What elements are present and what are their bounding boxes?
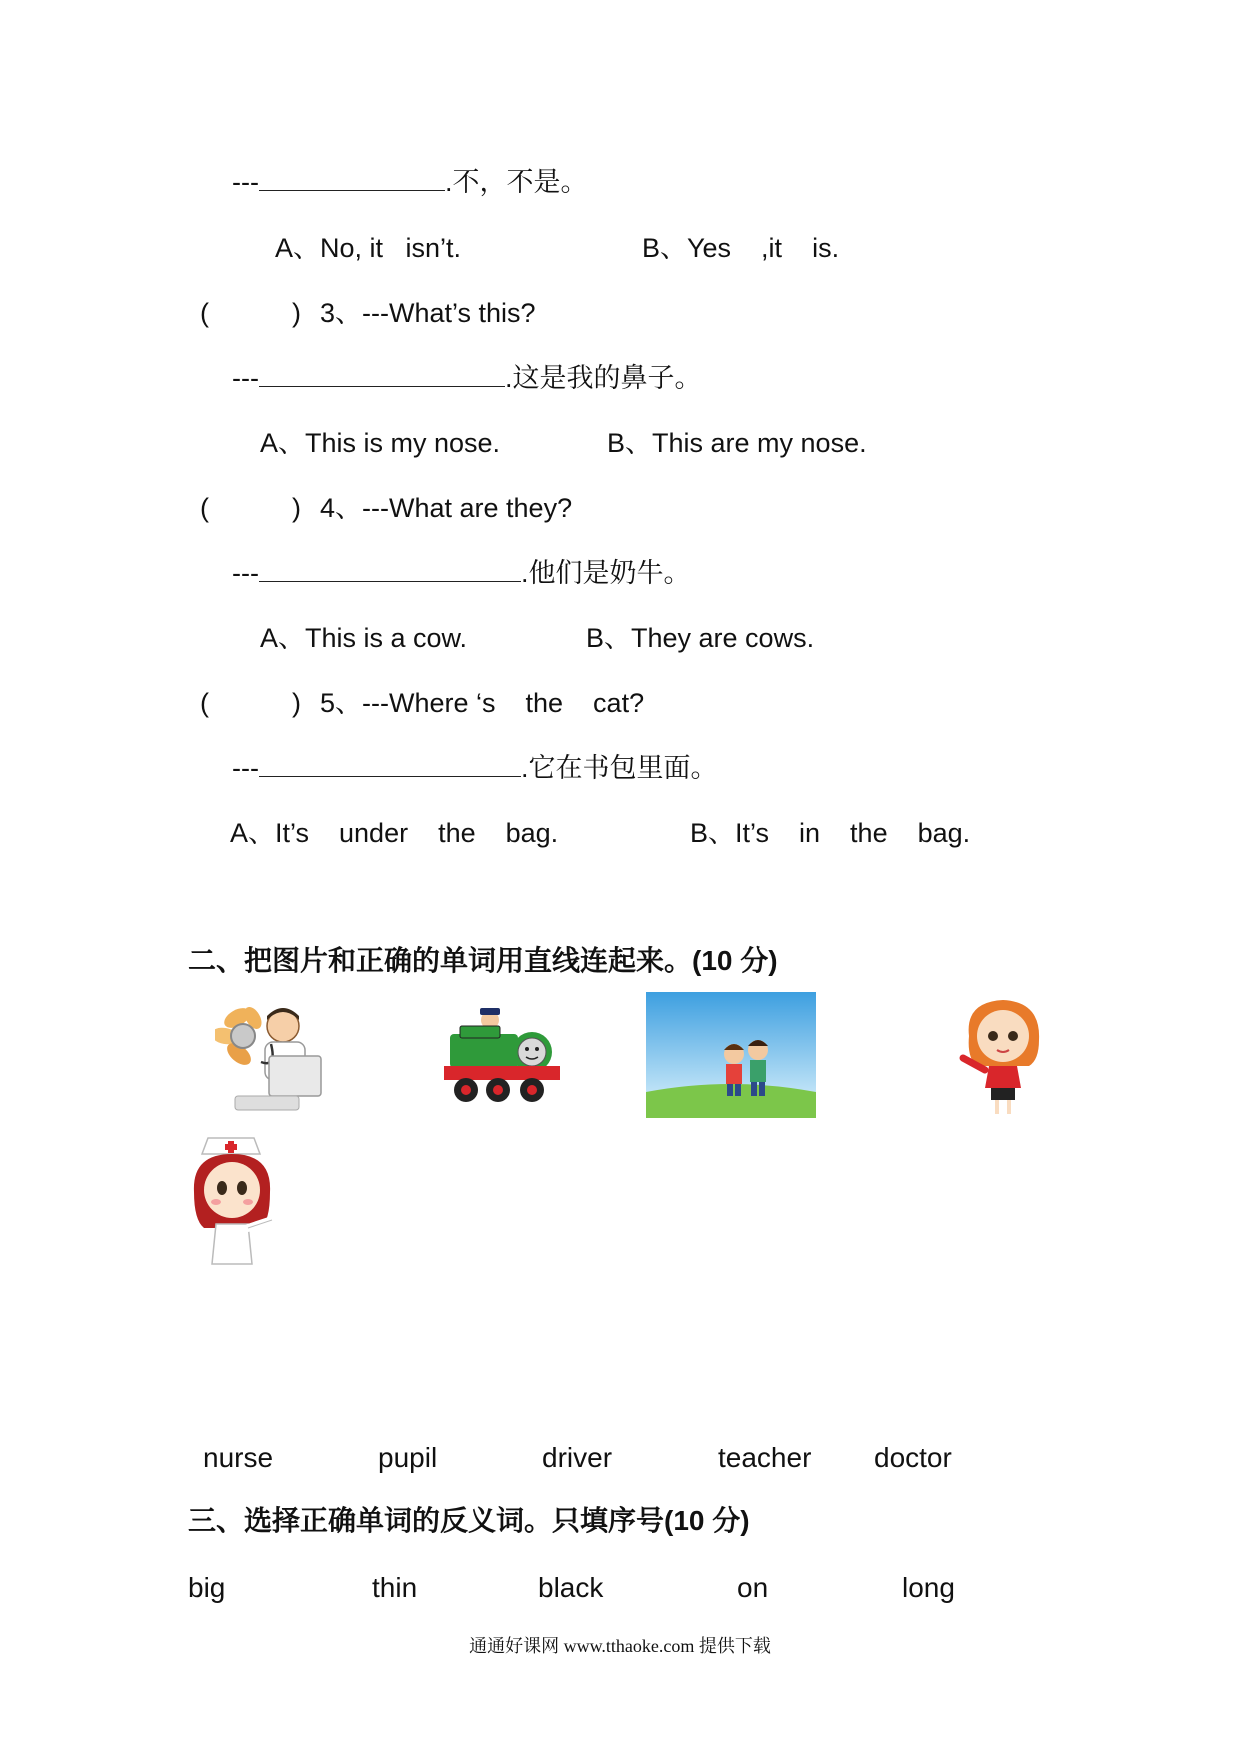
q3-answer-blank[interactable] bbox=[259, 364, 505, 387]
q5-option-b: B、It’s in the bag. bbox=[690, 818, 971, 848]
section3-word-big: big bbox=[188, 1572, 226, 1603]
q4-option-b: B、They are cows. bbox=[586, 623, 815, 653]
q4-question: 4、---What are they? bbox=[320, 493, 573, 523]
q4-option-a: A、This is a cow. bbox=[260, 623, 468, 653]
page-footer: 通通好课网 www.tthaoke.com 提供下载 bbox=[469, 1636, 771, 1656]
q3-question: 3、---What’s this? bbox=[320, 298, 536, 328]
q4-answer-cn: .他们是奶牛。 bbox=[520, 558, 691, 588]
q5-answer-box[interactable] bbox=[214, 690, 284, 712]
q5-paren-open: ( bbox=[200, 688, 209, 718]
train-driver-picture bbox=[440, 1006, 564, 1114]
q4-answer-line bbox=[232, 557, 691, 589]
q3-paren-close: ) bbox=[292, 298, 301, 328]
pupils-picture bbox=[646, 992, 816, 1118]
q5-answer-cn: .它在书包里面。 bbox=[520, 753, 718, 783]
q3-answer-box[interactable] bbox=[214, 300, 284, 322]
q4-paren-close: ) bbox=[292, 493, 301, 523]
section3-word-black: black bbox=[538, 1572, 604, 1603]
q3-answer-line bbox=[232, 362, 702, 394]
section3-word-long: long bbox=[902, 1572, 955, 1603]
section3-word-thin: thin bbox=[372, 1572, 418, 1603]
teacher-picture bbox=[955, 996, 1051, 1118]
q4-answer-box[interactable] bbox=[214, 495, 284, 517]
q3-prefix: --- bbox=[232, 363, 259, 393]
section3-heading: 三、选择正确单词的反义词。只填序号(10 分) bbox=[188, 1505, 750, 1536]
q5-option-a: A、It’s under the bag. bbox=[230, 818, 559, 848]
section2-word-teacher[interactable]: teacher bbox=[718, 1442, 812, 1473]
section2-word-doctor[interactable]: doctor bbox=[874, 1442, 952, 1473]
q2-option-b: B、Yes ,it is. bbox=[642, 233, 840, 263]
section2-word-driver[interactable]: driver bbox=[542, 1442, 613, 1473]
flower-icon bbox=[215, 1004, 265, 1069]
nurse-picture bbox=[188, 1132, 284, 1266]
section2-heading: 二、把图片和正确的单词用直线连起来。(10 分) bbox=[188, 945, 778, 976]
q4-answer-blank[interactable] bbox=[259, 559, 521, 582]
q2-answer-blank[interactable] bbox=[259, 168, 445, 191]
doctor-picture bbox=[215, 996, 327, 1118]
q3-paren-open: ( bbox=[200, 298, 209, 328]
q3-option-b: B、This are my nose. bbox=[607, 428, 867, 458]
section2-word-nurse[interactable]: nurse bbox=[203, 1442, 274, 1473]
q2-answer-line bbox=[232, 166, 588, 198]
section2-word-pupil[interactable]: pupil bbox=[378, 1442, 438, 1473]
q3-answer-cn: .这是我的鼻子。 bbox=[504, 363, 702, 393]
q5-question: 5、---Where ‘s the cat? bbox=[320, 688, 645, 718]
q2-option-a: A、No, it isn’t. bbox=[275, 233, 462, 263]
q5-paren-close: ) bbox=[292, 688, 301, 718]
q2-prefix: --- bbox=[232, 167, 259, 197]
section3-word-on: on bbox=[737, 1572, 769, 1603]
q4-paren-open: ( bbox=[200, 493, 209, 523]
q3-option-a: A、This is my nose. bbox=[260, 428, 501, 458]
q5-prefix: --- bbox=[232, 753, 259, 783]
q5-answer-line bbox=[232, 752, 718, 784]
q5-answer-blank[interactable] bbox=[259, 754, 521, 777]
q4-prefix: --- bbox=[232, 558, 259, 588]
q2-answer-cn: .不，不是。 bbox=[444, 167, 588, 197]
